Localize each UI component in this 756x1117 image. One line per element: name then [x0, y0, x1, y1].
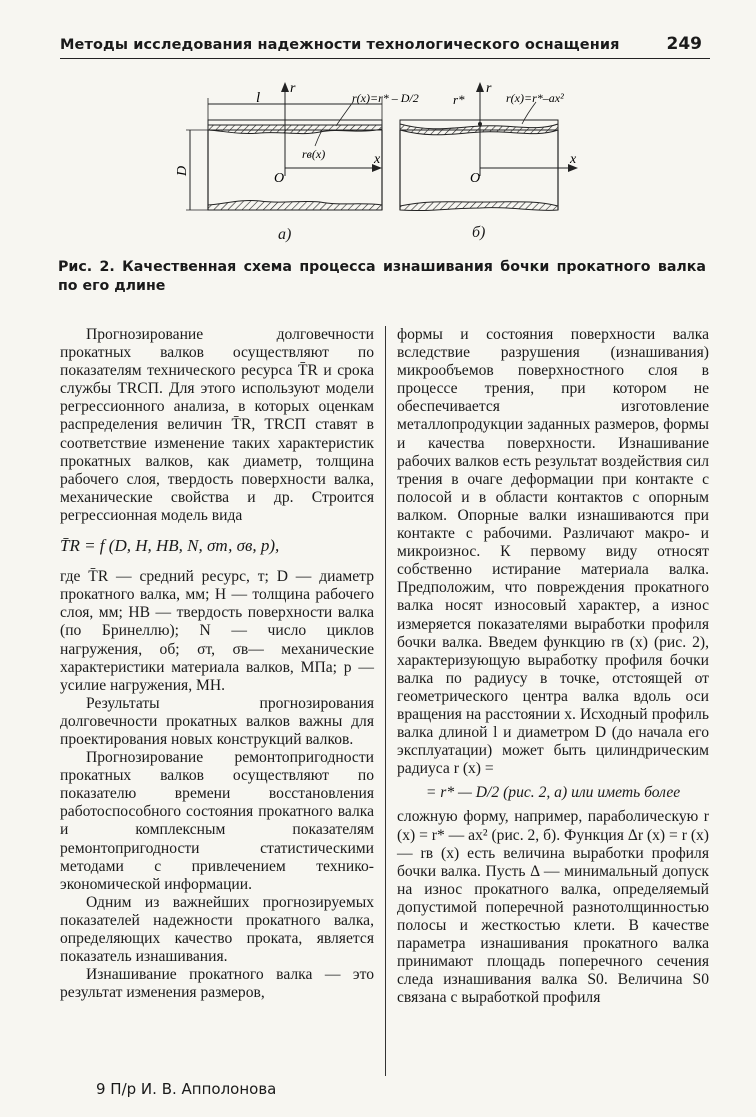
paragraph: формы и состояния поверхности валка вследствие разрушения (изнашивания) микрообъемов поверхностного слоя в процессе трения, при котором не обеспечивается изготовление металлопродукции заданных размеров, формы и качества поверхности. Изнашивание рабочих валков есть результат воздействия сил трения в очаге деформации при контакте с полосой и в области контактов с опорным валком. Опорные валки изнашиваются при контакте с рабочими. Различают макро- и микроизнос. К первому виду относят собственно истирание материала валка. Предположим, что повреждения прокатного валка носят износовый характер, а износ измеряется показателями выработки профиля бочки валка. Введем функцию rв (x) (рис. 2), характеризующую выработку профиля бочки валка по радиусу в точке, отстоящей от геометрического центра валка вдоль оси вращения на расстоянии x. Исходный профиль валка длиной l и диаметром D (до начала его эксплуатации) может быть цилиндрическим радиуса r (x) = [397, 326, 709, 778]
paragraph: сложную форму, например, параболическую r (x) = r* — ax² (рис. 2, б). Функция Δr (x) = r (x) — rв (x) есть величина выработки профиля бочки валка. Пусть Δ — минимальный допуск на износ прокатного валка, определяемый допустимой поперечной разнотолщинностью полосы и жесткостью клети. В качестве параметра изнашивания прокатного валка принимают площадь поперечного сечения следа изнашивания валка S0. Величина S0 связана с выработкой профиля [397, 808, 709, 1007]
function-label-a: r(x)=r* – D/2 [352, 91, 419, 105]
origin-label-a: O [274, 171, 285, 186]
page-number: 249 [666, 34, 702, 54]
rb-function-label: rв(x) [302, 147, 326, 161]
top-wear-band [208, 125, 382, 134]
paragraph: где T̄R — средний ресурс, т; D — диаметр прокатного валка, мм; H — толщина рабочего слоя, мм; HB — твердость поверхности валка (по Бринеллю); N — число циклов нагружения, об; σт, σв— механические характеристики материала валков, МПа; p — усилие нагружения, МН. [60, 568, 374, 694]
function-label-b: r(x)=r*–ax² [506, 91, 564, 105]
header-title: Методы исследования надежности технологического оснащения [60, 37, 620, 53]
origin-label-b: O [470, 171, 481, 186]
x-axis-label-a: x [374, 152, 381, 167]
r-star-label: r* [453, 92, 465, 107]
column-divider [385, 326, 386, 1076]
subfigure-label-a: а) [278, 226, 292, 243]
footer-signature: 9 П/р И. В. Апполонова [96, 1080, 277, 1098]
figure-caption: Рис. 2. Качественная схема процесса изнашивания бочки прокатного валка по его длине [58, 259, 706, 294]
paragraph: Результаты прогнозирования долговечности прокатных валков важны для проектирования новых конструкций валков. [60, 694, 374, 748]
r-axis-label-b: r [486, 81, 492, 96]
r-axis-label-a: r [290, 81, 296, 96]
bottom-wear-band-b [400, 202, 558, 211]
figure-2 [150, 68, 610, 246]
wear-diagram [150, 68, 610, 246]
subfigure-label-b: б) [472, 224, 486, 241]
right-column [397, 326, 709, 1007]
panel-b [400, 81, 578, 211]
running-header [60, 36, 710, 59]
left-column [60, 326, 374, 1002]
regression-formula: T̄R = f (D, H, HB, N, σт, σв, p), [60, 536, 280, 556]
paragraph: Прогнозирование ремонтопригодности прокатных валков осуществляют по показателю времени восстановления работоспособного состояния прокатного валка и комплексным показателям ремонтопригодности статистическими методами с привлечением технико-экономической информации. [60, 749, 374, 893]
diameter-label: D [175, 165, 190, 176]
panel-a [175, 81, 419, 210]
bottom-wear-band [208, 201, 382, 210]
paragraph: Одним из важнейших прогнозируемых показателей надежности прокатного валка, определяющих качество проката, является показатель изнашивания. [60, 893, 374, 966]
x-axis-label-b: x [570, 152, 577, 167]
length-label: l [256, 90, 261, 106]
paragraph: Прогнозирование долговечности прокатных валков осуществляют по показателям технического ресурса T̄R и срока службы TRСП. Для этого используют модели регрессионного анализа, в которых оценкам распределения величин T̄R, TRСП ставят в соответствие изменение таких характеристик прокатных валков, как диаметр, толщина рабочего слоя, твердость поверхности валка, механические свойства и др. Строится регрессионная модель вида [60, 326, 374, 524]
profile-formula: = r* — D/2 (рис. 2, а) или иметь более [425, 784, 681, 802]
paragraph: Изнашивание прокатного валка — это результат изменения размеров, [60, 966, 374, 1002]
